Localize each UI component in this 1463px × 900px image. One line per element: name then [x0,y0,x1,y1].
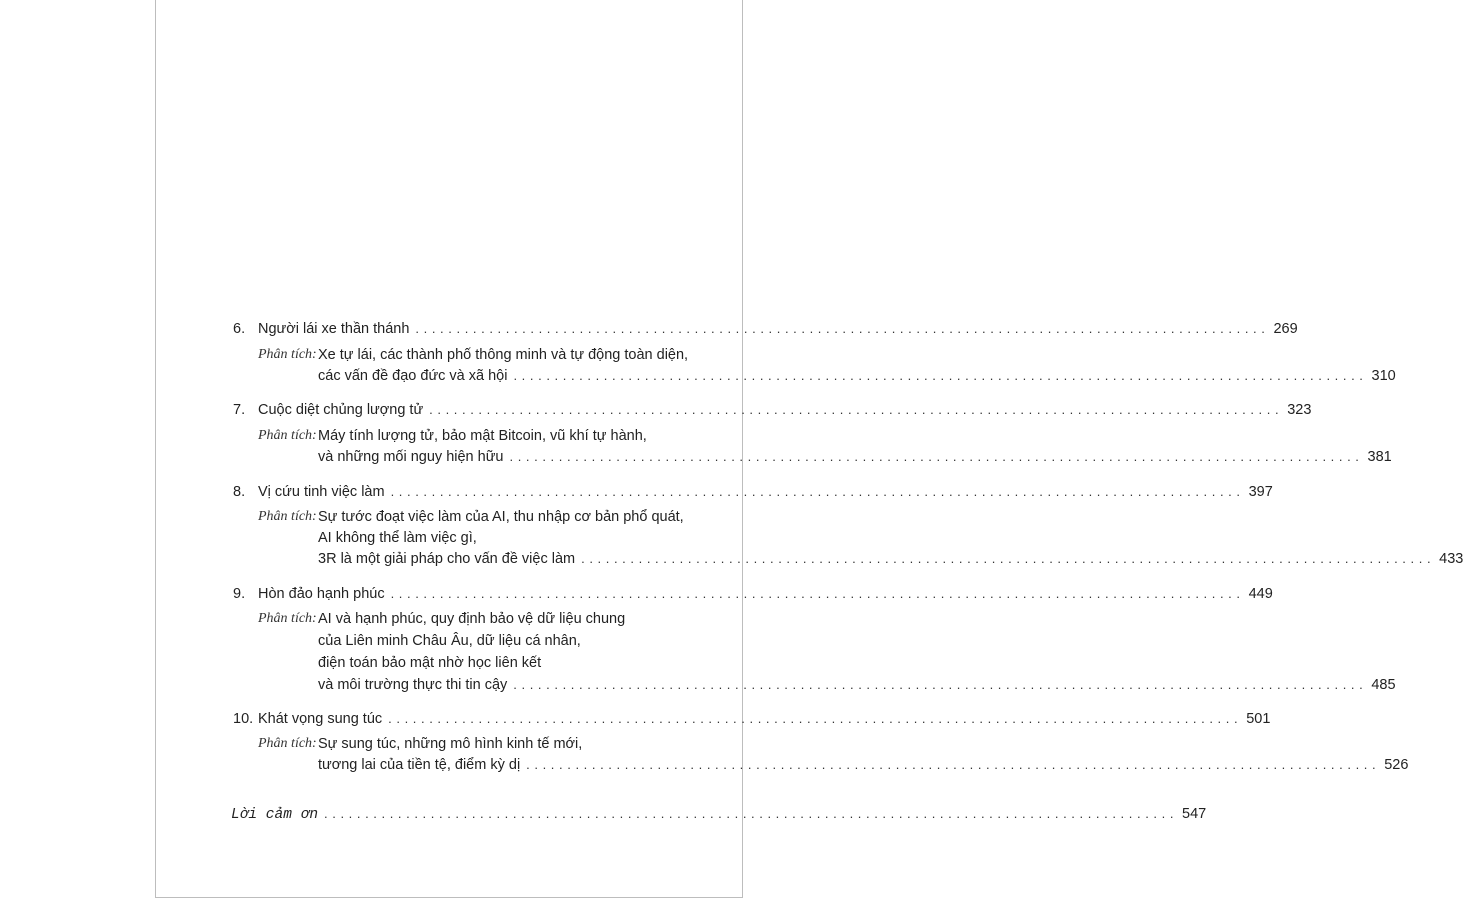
chapter-title: Hòn đảo hạnh phúc [258,586,385,602]
entry-number: 10. [233,711,254,727]
page-number: 269 [1273,321,1298,337]
analysis-line-last[interactable]: và những mối nguy hiện hữu ........................................................................................................ 381 [318,449,1392,465]
page-number: 323 [1287,402,1312,418]
analysis-line: Máy tính lượng tử, bảo mật Bitcoin, vũ khí tự hành, [318,428,647,444]
analysis-line-last[interactable]: các vấn đề đạo đức và xã hội ........................................................................................................ 310 [318,368,1396,384]
toc-entry-7[interactable] [233,401,1312,419]
dot-leader: ........................................................................................................ [324,806,1179,821]
analysis-label: Phân tích: [258,428,317,443]
page-number: 397 [1248,484,1273,500]
dot-leader: ........................................................................................................ [581,551,1436,566]
analysis-line: Xe tự lái, các thành phố thông minh và tự động toàn diện, [318,347,689,363]
analysis-line-last[interactable]: 3R là một giải pháp cho vấn đề việc làm ........................................................................................................ 433 [318,551,1463,567]
page-number: 433 [1439,551,1463,567]
analysis-line-last[interactable]: và môi trường thực thi tin cậy ........................................................................................................ 485 [318,677,1396,693]
toc-entry-8[interactable] [233,483,1273,501]
entry-number: 7. [233,402,246,418]
analysis-line: của Liên minh Châu Âu, dữ liệu cá nhân, [318,633,581,649]
dot-leader: ........................................................................................................ [509,449,1364,464]
entry-number: 8. [233,484,246,500]
chapter-title: Người lái xe thần thánh [258,321,410,337]
toc-entry-10[interactable] [233,710,1271,728]
page-number: 449 [1248,586,1273,602]
analysis-label: Phân tích: [258,509,317,524]
chapter-title: Khát vọng sung túc [258,711,383,727]
analysis-line: AI và hạnh phúc, quy định bảo vệ dữ liệu chung [318,611,626,627]
dot-leader: ........................................................................................................ [429,402,1284,417]
dot-leader: ........................................................................................................ [526,757,1381,772]
toc-entry-acknowledgements[interactable] [231,805,1207,824]
dot-leader: ........................................................................................................ [390,586,1245,601]
page-number: 381 [1367,449,1392,465]
analysis-label: Phân tích: [258,611,317,626]
entry-number: 9. [233,586,246,602]
dot-leader: ........................................................................................................ [388,711,1243,726]
analysis-line: Sự tước đoạt việc làm của AI, thu nhập cơ bản phổ quát, [318,509,684,525]
analysis-label: Phân tích: [258,736,317,751]
dot-leader: ........................................................................................................ [390,484,1245,499]
toc-entry-6[interactable] [233,320,1298,338]
analysis-label: Phân tích: [258,347,317,362]
analysis-line: AI không thể làm việc gì, [318,530,477,546]
analysis-line: điện toán bảo mật nhờ học liên kết [318,655,542,671]
acknowledgements-title: Lời cảm ơn [231,807,319,823]
chapter-title: Vị cứu tinh việc làm [258,484,385,500]
page-number: 547 [1182,806,1207,822]
page-number: 310 [1371,368,1396,384]
analysis-line: Sự sung túc, những mô hình kinh tế mới, [318,736,583,752]
entry-number: 6. [233,321,246,337]
page-number: 501 [1246,711,1271,727]
analysis-line-last[interactable]: tương lai của tiền tệ, điểm kỳ dị ........................................................................................................ 526 [318,757,1409,773]
page-number: 485 [1371,677,1396,693]
toc-entry-9[interactable] [233,585,1273,603]
dot-leader: ........................................................................................................ [415,321,1270,336]
dot-leader: ........................................................................................................ [513,677,1368,692]
page-number: 526 [1384,757,1409,773]
dot-leader: ........................................................................................................ [513,368,1368,383]
chapter-title: Cuộc diệt chủng lượng tử [258,402,424,418]
